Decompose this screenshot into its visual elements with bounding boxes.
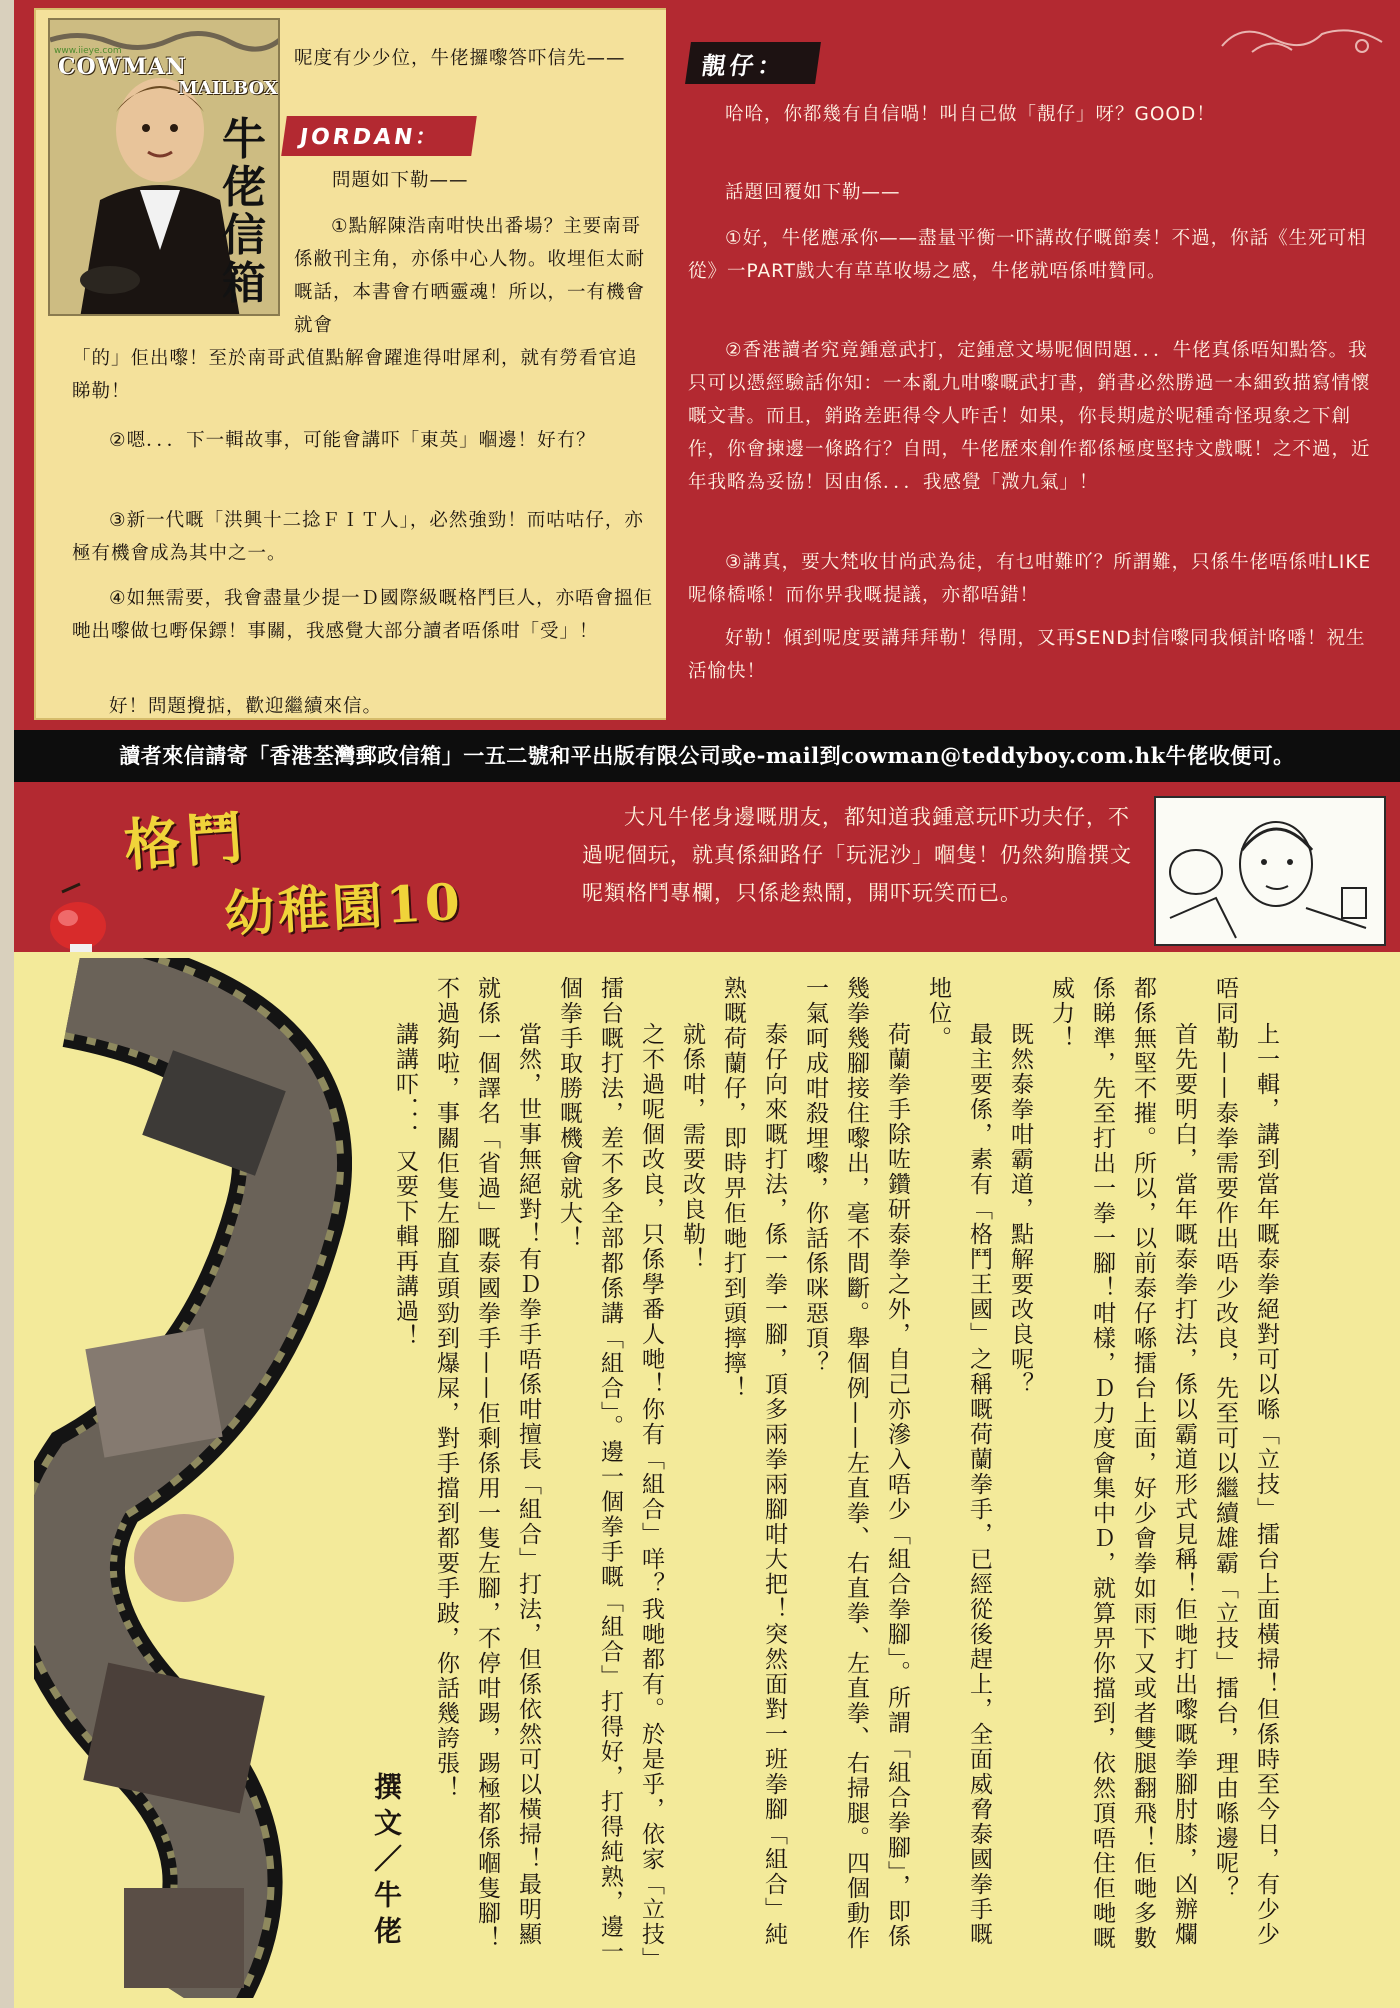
column-paragraph: 就係咁，需要改良勒！ <box>679 1022 705 1272</box>
column-paragraph: 當然，世事無絕對！有Ｄ拳手唔係咁擅長「組合」打法，但係依然可以橫掃！最明顯就係一個譯名「省過」嘅泰國拳手——佢剩係用一隻左腳，不停咁踢，踢極都係嗰隻腳！不過夠啦，事關佢隻左腳直頭勁到爆屎，對手擋到都要手跛，你話幾誇張！ <box>433 976 541 1951</box>
page-gutter <box>0 0 14 2008</box>
logo-subtitle: MAILBOX <box>178 78 278 99</box>
column-text-vertical <box>384 976 1286 1966</box>
question-closing: 好！問題攪掂，歡迎繼續來信。 <box>109 696 383 717</box>
answer-intro: 哈哈，你都幾有自信喎！叫自己做「靚仔」呀？GOOD！ <box>725 104 1216 125</box>
filmstrip-photo-icon <box>34 958 352 1998</box>
column-title-line2: 幼稚園10 <box>222 871 466 944</box>
author-sketch-image <box>1154 796 1386 946</box>
logo-url: www.iieye.com <box>54 46 122 56</box>
column-paragraph: 講講吓．．．又要下輯再講過！ <box>392 1022 418 1349</box>
column-title-line1: 格鬥 <box>122 804 251 880</box>
answer-3: ③講真，要大梵收甘尚武為徒，有乜咁難吖？所謂難，只係牛佬唔係咁LIKE呢條橋喺！而你畀我嘅提議，亦都唔錯！ <box>688 552 1372 606</box>
answer-2: ②香港讀者究竟鍾意武打，定鍾意文場呢個問題．．．牛佬真係唔知點答。我只可以憑經驗話你知：一本亂九咁嚟嘅武打書，銷書必然勝過一本細致描寫情懷嘅文書。而且，銷路差距得令人咋舌！如果，你長期處於呢種奇怪現象之下創作，你會揀邊一條路行？自問，牛佬歷來創作都係極度堅持文戲嘅！之不過，近年我略為妥協！因由係．．．我感覺「溦九氣」！ <box>688 340 1371 493</box>
author-byline: 撰文／牛佬 <box>370 1772 403 1952</box>
column-header <box>14 782 1400 952</box>
answer-1: ①好，牛佬應承你——盡量平衡一吓講故仔嘅節奏！不過，你話《生死可相從》一PART戲大有草草收場之感，牛佬就唔係咁贊同。 <box>688 228 1367 282</box>
mailbox-answers-panel <box>666 8 1400 720</box>
question-1-continued: 「的」佢出嚟！至於南哥武值點解會躍進得咁犀利，就有勞看官追睇勒！ <box>72 348 638 402</box>
column-paragraph: 泰仔向來嘅打法，係一拳一腳，頂多兩拳兩腳咁大把！突然面對一班拳腳「組合」純熟嘅荷蘭仔，即時畀佢哋打到頭擰擰！ <box>720 976 787 1947</box>
mailbox-intro: 呢度有少少位，牛佬攞嚟答吓信先—— <box>294 48 626 69</box>
logo-chinese-title: 牛佬信箱 <box>222 114 266 309</box>
fighter-sketch-icon <box>1156 798 1384 944</box>
question-1: ①點解陳浩南咁快出番場？主要南哥係敝刊主角，亦係中心人物。收埋佢太耐嘅話，本書會冇晒靈魂！所以，一有機會就會 <box>294 216 646 336</box>
column-paragraph: 最主要係，素有「格鬥王國」之稱嘅荷蘭拳手，已經從後趕上，全面威脅泰國拳手嘅地位。 <box>925 976 992 1947</box>
column-paragraph: 荷蘭拳手除咗鑽研泰拳之外，自己亦滲入唔少「組合拳腳」。所謂「組合拳腳」，即係幾拳幾腳接住嚟出，毫不間斷。舉個例——左直拳、右直拳、左直拳、右掃腿。四個動作一氣呵成咁殺埋嚟，你話係咪惡頂？ <box>802 976 910 1951</box>
column-paragraph: 既然泰拳咁霸道，點解要改良呢？ <box>1007 1022 1033 1397</box>
column-intro: 大凡牛佬身邊嘅朋友，都知道我鍾意玩吓功夫仔，不過呢個玩，就真係細路仔「玩泥沙」嗰隻！仍然夠膽撰文呢類格鬥專欄，只係趁熱鬧，開吓玩笑而已。 <box>582 805 1132 905</box>
column-body <box>14 952 1400 2008</box>
reader-name-tag: JORDAN： <box>281 116 477 156</box>
mailbox-logo <box>48 18 280 316</box>
question-intro: 問題如下勒—— <box>332 170 469 191</box>
column-paragraph: 上一輯，講到當年嘅泰拳絕對可以喺「立技」擂台上面橫掃！但係時至今日，有少少唔同勒——泰拳需要作出唔少改良，先至可以繼續雄霸「立技」擂台，理由喺邊呢？ <box>1212 976 1279 1947</box>
question-3: ③新一代嘅「洪興十二捻ＦＩＴ人」，必然強勁！而咕咕仔，亦極有機會成為其中之一。 <box>72 510 644 564</box>
mailbox-section <box>14 0 1400 730</box>
column-paragraph: 首先要明白，當年嘅泰拳打法，係以霸道形式見稱！佢哋打出嚟嘅拳腳肘膝，凶辦爛都係無堅不摧。所以，以前泰仔喺擂台上面，好少會拳如雨下又或者雙腿翻飛！佢哋多數係睇準，先至打出一拳一腳！咁樣，Ｄ力度會集中Ｄ，就算畀你擋到，依然頂唔住佢哋嘅威力！ <box>1048 976 1197 1951</box>
boxing-glove-icon <box>42 882 120 960</box>
answer-topic: 話題回覆如下勒—— <box>725 182 901 203</box>
question-4: ④如無需要，我會盡量少提一Ｄ國際級嘅格鬥巨人，亦唔會搵佢哋出嚟做乜嘢保鏢！事關，我感覺大部分讀者唔係咁「受」！ <box>72 588 654 642</box>
column-paragraph: 之不過呢個改良，只係學番人哋！你有「組合」咩？我哋都有。於是乎，依家「立技」擂台嘅打法，差不多全部都係講「組合」。邊一個拳手嘅「組合」打得好，打得純熟，邊一個拳手取勝嘅機會就大！ <box>556 976 664 1965</box>
question-2: ②嗯．．．下一輯故事，可能會講吓「東英」嗰邊！好冇？ <box>109 430 596 451</box>
mailbox-questions-panel <box>34 8 668 720</box>
answer-name-tag: 靚仔： <box>685 42 821 84</box>
mail-address-banner: 讀者來信請寄「香港荃灣郵政信箱」一五二號和平出版有限公司或e-mail到cowman@teddyboy.com.hk牛佬收便可。 <box>14 730 1400 782</box>
flourish-ornament-icon <box>1212 16 1392 64</box>
column-article <box>384 976 1384 1986</box>
answer-closing: 好勒！傾到呢度要講拜拜勒！得閒，又再SEND封信嚟同我傾計咯噃！祝生活愉快！ <box>688 628 1366 682</box>
logo-title: COWMAN <box>58 54 187 80</box>
